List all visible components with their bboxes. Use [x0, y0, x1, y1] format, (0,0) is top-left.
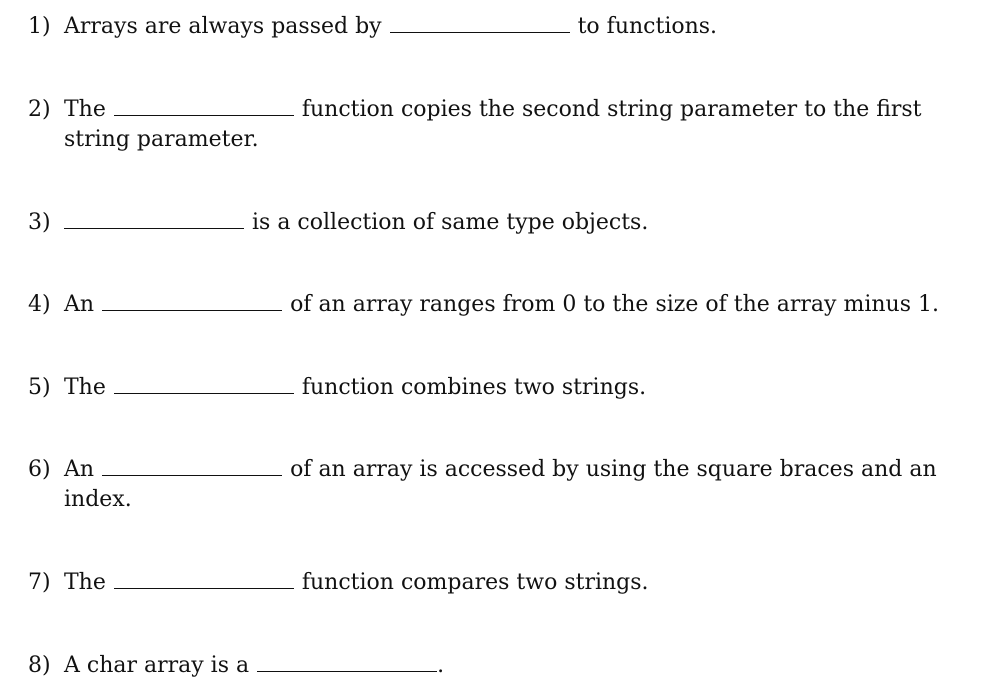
question-text-after: of an array is accessed by using the square braces and an: [290, 457, 937, 482]
question-text-before: A char array is a: [64, 653, 250, 678]
answer-blank[interactable]: [390, 31, 570, 33]
question-number: 8): [28, 653, 51, 678]
question-number: 2): [28, 97, 51, 122]
question-text: [64, 208, 648, 238]
question-text: [64, 651, 444, 681]
answer-blank[interactable]: [114, 392, 294, 394]
question-text-before: Arrays are always passed by: [64, 14, 382, 39]
question-text: [64, 455, 937, 485]
question-number: 3): [28, 210, 51, 235]
answer-blank[interactable]: [102, 474, 282, 476]
question-text-before: The: [64, 375, 106, 400]
question-text-before: An: [64, 457, 95, 482]
question-text-after: function compares two strings.: [301, 570, 649, 595]
question-text-after: .: [437, 653, 445, 678]
question-text-before: The: [64, 97, 106, 122]
question-text: [64, 95, 922, 125]
question-text: [64, 373, 646, 403]
question-text-before: An: [64, 292, 95, 317]
question-text-continuation: index.: [64, 487, 132, 512]
question-text: [64, 12, 717, 42]
question-text-after: is a collection of same type objects.: [252, 210, 649, 235]
answer-blank[interactable]: [114, 587, 294, 589]
answer-blank[interactable]: [64, 227, 244, 229]
question-text-before: The: [64, 570, 106, 595]
answer-blank[interactable]: [102, 309, 282, 311]
question-text-after: to functions.: [577, 14, 718, 39]
question-text-after: of an array ranges from 0 to the size of the array minus 1.: [290, 292, 939, 317]
question-text-continuation: string parameter.: [64, 127, 259, 152]
question-number: 4): [28, 292, 51, 317]
question-number: 1): [28, 14, 51, 39]
question-text-after: function combines two strings.: [301, 375, 647, 400]
answer-blank[interactable]: [257, 670, 437, 672]
question-number: 6): [28, 457, 51, 482]
answer-blank[interactable]: [114, 114, 294, 116]
question-number: 7): [28, 570, 51, 595]
question-text: [64, 568, 649, 598]
question-number: 5): [28, 375, 51, 400]
question-text-after: function copies the second string parameter to the first: [301, 97, 922, 122]
question-text: [64, 290, 939, 320]
